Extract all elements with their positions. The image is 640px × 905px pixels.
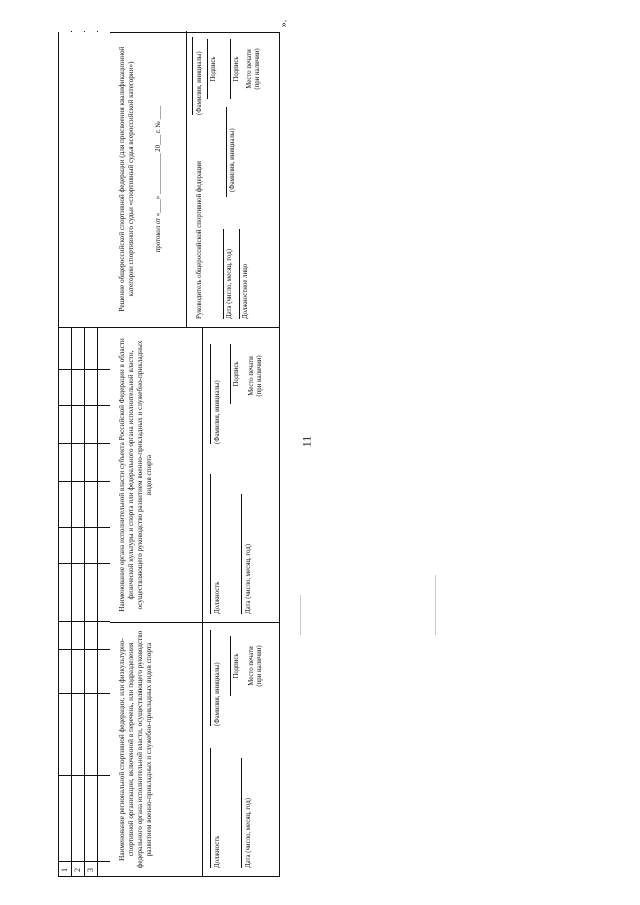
scan-artifact-line [435,575,436,635]
federation-decision-block [110,31,280,327]
signature-line [230,636,231,696]
section-divider [202,623,203,876]
column-rule [59,563,110,564]
federation-decision-heading: Решение общероссийской спортивной федерации (для присвоения квалификационной категории спортивного судьи «спортивный судья всероссийской категории») [118,46,135,312]
stamp-label: Место печати [248,356,255,396]
column-rule [59,481,110,482]
column-rule [59,775,110,776]
column-rule [59,649,110,650]
signature-line [230,39,231,99]
name-label: (Фамилия, инициалы) [214,662,221,726]
date-label: Дата (число, месяц, год) [245,544,252,614]
section-divider [202,328,203,622]
name-label-top: (Фамилия, инициалы) [196,51,203,115]
name-label: (Фамилия, инициалы) [214,380,221,444]
column-rule [59,443,110,444]
executive-authority-block [110,328,280,622]
regional-federation-block [110,623,280,876]
column-rule [59,693,110,694]
executive-authority-heading: Наименование органа исполнительной власти субъекта Российской Федерации в области физической культуры и спорта или федерального органа исполнительной власти, осуществляющего руководство развитием военно-прикладных и служебно-прикладных видов спорта [118,338,153,612]
scan-artifact-line [300,595,301,635]
signature-label: Подпись [233,653,240,679]
stamp-note: (при наличии) [256,355,263,397]
column-rule [59,527,110,528]
date-line [241,758,242,868]
position-label: Должность [214,835,221,868]
federation-head-label: Руководитель общероссийской спортивной федерации [196,161,203,319]
name-line [210,344,211,444]
stamp-note: (при наличии) [256,645,263,687]
page-number: 11 [299,435,314,448]
signature-line [230,344,231,404]
date-line [223,229,224,319]
signature-label-bottom: Подпись [233,56,240,82]
stamp-note: (при наличии) [254,48,261,90]
column-rule [59,621,110,622]
row-number: 2 [73,868,82,872]
row-number: 3 [86,868,95,872]
column-rule [59,369,110,370]
date-label: Дата (число, месяц, год) [245,798,252,868]
date-line [241,494,242,614]
name-label-bottom: (Фамилия, инициалы) [229,128,236,192]
row-number: 1 [60,868,69,872]
name-line [226,107,227,197]
position-line [210,748,211,868]
regional-federation-heading: Наименование региональной спортивной федерации, или физкультурно-спортивной организации, включенной в перечень, или подразделения федерального органа исполнительной власти, осуществляющего руководство развитием военно-прикладных и служебно-прикладных видов спорта [118,630,153,869]
closing-quote: ». [278,19,290,28]
signature-line [207,39,208,99]
date-label: Дата (число, месяц, год) [226,249,233,319]
signature-form-table [58,32,280,877]
section-divider [186,31,187,327]
stamp-label: Место печати [246,49,253,89]
right-blank-area [59,32,110,328]
signature-label-top: Подпись [210,56,217,82]
column-rule [59,405,110,406]
stamp-label: Место печати [248,646,255,686]
signature-label: Подпись [233,361,240,387]
name-line [192,37,193,115]
official-label: Должностное лицо [242,263,249,319]
official-line [239,229,240,319]
name-line [210,630,211,726]
column-rule [59,861,110,862]
numbered-rows [59,31,110,876]
protocol-line: протокол от «____» ____________ 20___ г. № ____ [155,105,162,253]
position-label: Должность [214,581,221,614]
position-line [210,474,211,614]
